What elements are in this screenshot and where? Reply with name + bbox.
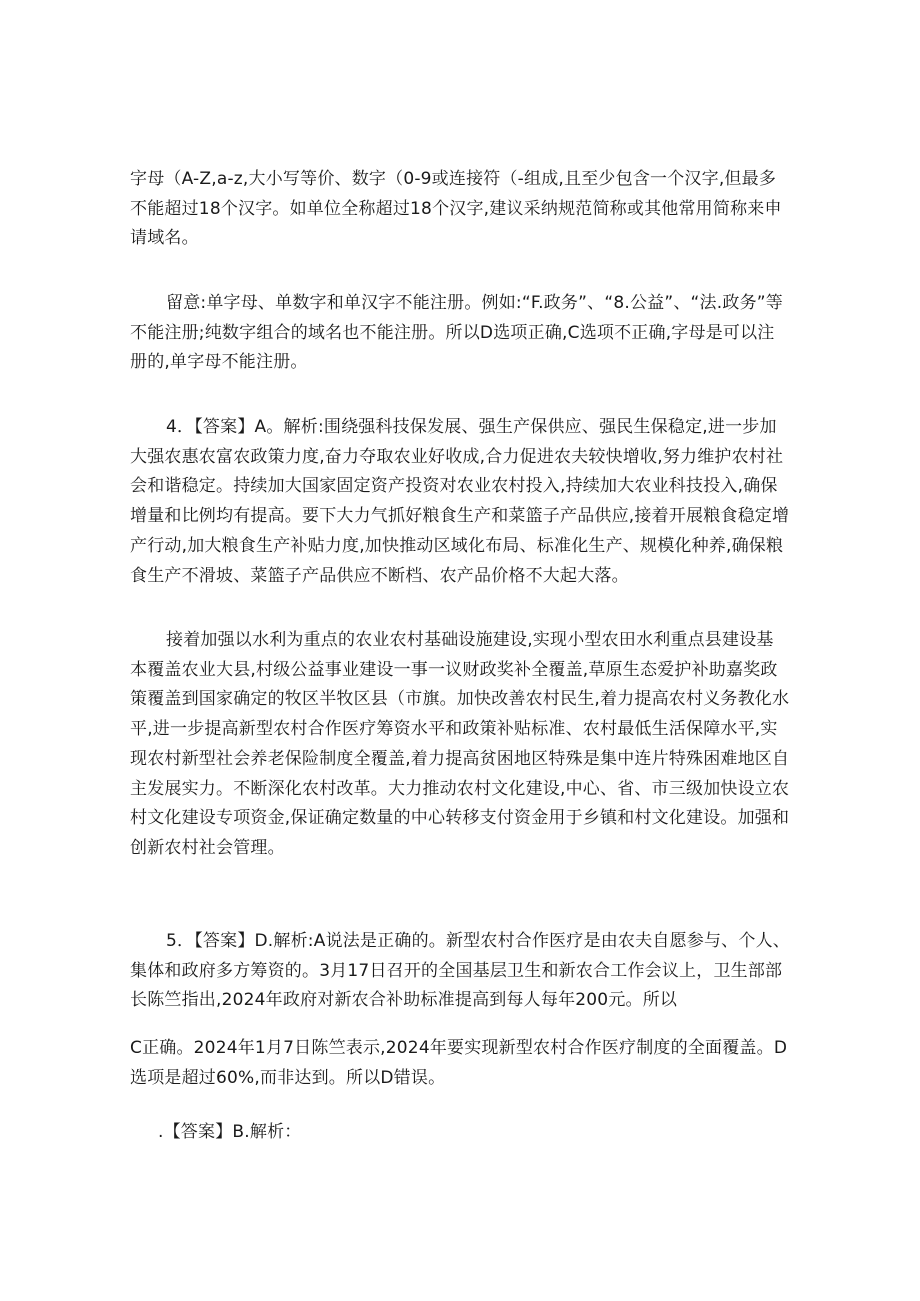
paragraph-continued: 接着加强以水利为重点的农业农村基础设施建设,实现小型农田水利重点县建设基本覆盖农业大县,村级公益事业建设一事一议财政奖补全覆盖,草原生态爱护补助嘉奖政策覆盖到国家确定的牧区半牧区县（市旗。加快改善农村民生,着力提高农村义务教化水平,进一步提高新型农村合作医疗筹资水平和政策补贴标准、农村最低生活保障水平,实现农村新型社会养老保险制度全覆盖,着力提高贫困地区特殊是集中连片特殊困难地区自主发展实力。不断深化农村改革。大力推动农村文化建设,中心、省、市三级加快设立农村文化建设专项资金,保证确定数量的中心转移支付资金用于乡镇和村文化建设。加强和创新农村社会管理。 (130, 630, 790, 858)
paragraph-answer-4: 4．【答案】A。解析:围绕强科技保发展、强生产保供应、强民生保稳定,进一步加大强农惠农富农政策力度,奋力夺取农业好收成,合力促进农夫较快增收,努力维护农村社会和谐稳定。持续加大国家固定资产投资对农业农村投入,持续加大农业科技投入,确保增量和比例均有提高。要下大力气抓好粮食生产和菜篮子产品供应,接着开展粮食稳定增产行动,加大粮食生产补贴力度,加快推动区域化布局、标准化生产、规模化种养,确保粮食生产不滑坡、菜篮子产品供应不断档、农产品价格不大起大落。 (130, 417, 790, 586)
paragraph-note: 留意:单字母、单数字和单汉字不能注册。例如:“F.政务”、“8.公益”、“法.政务”等不能注册;纯数字组合的域名也不能注册。所以D选项正确,C选项不正确,字母是可以注册的,单字母不能注册。 (130, 293, 783, 373)
paragraph-answer-5-cont: C正确。2024年1月7日陈竺表示,2024年要实现新型农村合作医疗制度的全面覆盖。D选项是超过60%,而非达到。所以D错误。 (130, 1038, 788, 1088)
paragraph-domain-rules: 字母（A-Z,a-z,大小写等价、数字（0-9或连接符（-组成,且至少包含一个汉字,但最多不能超过18个汉字。如单位全称超过18个汉字,建议采纳规范简称或其他常用简称来申请域名。 (130, 169, 782, 249)
paragraph-answer-6: .【答案】B.解析： (158, 1122, 302, 1142)
paragraph-answer-5: 5．【答案】D.解析:A说法是正确的。新型农村合作医疗是由农夫自愿参与、个人、集体和政府多方筹资的。3月17日召开的全国基层卫生和新农合工作会议上，卫生部部长陈竺指出,2024年政府对新农合补助标准提高到每人每年200元。所以 (130, 931, 790, 1011)
